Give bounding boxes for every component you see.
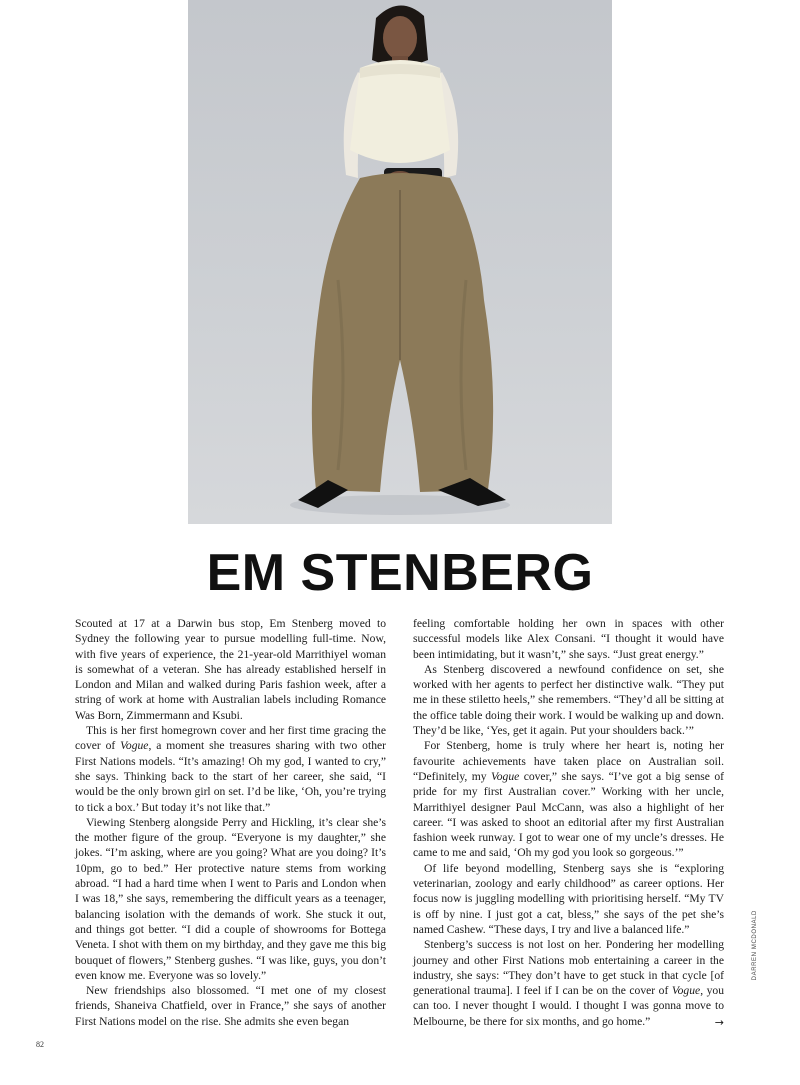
paragraph: Scouted at 17 at a Darwin bus stop, Em Stenberg moved to Sydney the following year to pursue modelling full-time. Now, with five years of experience, the 21-year-old Marrithiyel woman is somewhat of a veteran. She has already established herself in London and Milan and walked during Paris fashion week, after a string of work at home with Australian labels including Romance Was Born, Zimmermann and Ksubi. [75,617,386,722]
paragraph: Stenberg’s success is not lost on her. Pondering her modelling journey and other First Nations mob entertaining a career in the industry, she says: “They don’t have to get stuck in that cycle [of generational trauma]. I feel if I can be on the cover of Vogue, you can too. I never thought I would. I thought I was gonna move to Melbourne, be there for six months, and go home.” [413,938,724,1028]
paragraph: For Stenberg, home is truly where her heart is, noting her favourite achievements have taken place on Australian soil. “Definitely, my Vogue cover,” she says. “I’ve got a big sense of pride for my first Australian cover.” Working with her uncle, Marrithiyel designer Paul McCann, was also a highlight of her career. “I was asked to shoot an editorial after my first Australian fashion week runway. I got to wear one of my uncle’s dresses. He came to me and said, ‘Oh my god you look so gorgeous.’” [413,739,724,860]
photo-credit: DARREN MCDONALD [752,910,758,981]
article-column-right [413,616,724,1030]
model-figure [188,0,612,524]
paragraph: Viewing Stenberg alongside Perry and Hickling, it’s clear she’s the mother figure of the group. “Everyone is my daughter,” she jokes. “I’m asking, where are you going? What are you doing? It’s 10pm, go to bed.” Her protective nature stems from working abroad. “I had a hard time when I went to Paris and London when I was 18,” she says, remembering the difficult years as a teenager, balancing isolation with the demands of work. She stuck it out, and things got better. “I did a couple of showrooms for Bottega Veneta. I shot with them on my birthday, and they gave me this big bouquet of flowers,” Stenberg gushes. “I was like, guys, you don’t even know me. Everyone was so lovely.” [75,815,386,982]
paragraph: This is her first homegrown cover and her first time gracing the cover of Vogue, a moment she treasures sharing with two other First Nations models. “It’s amazing! Oh my god, I wanted to cry,” she says. Thinking back to the start of her career, she said, “I would be the only brown girl on set. I’d be like, ‘Oh, you’re trying to tick a box.’ But today it’s not like that.” [75,724,386,814]
continue-arrow-icon: → [714,1016,724,1030]
article-column-left [75,616,386,1029]
paragraph: As Stenberg discovered a newfound confidence on set, she worked with her agents to perfect her distinctive walk. “They put me in these stiletto heels,” she remembers. “They’d all be sitting at the office table doing their work. I would be walking up and down. They’d be like, ‘Yes, get it again. Put your shoulders back.’” [413,662,724,738]
article-headline: EM STENBERG [206,544,594,602]
page-number: 82 [36,1040,44,1049]
paragraph: feeling comfortable holding her own in spaces with other successful models like Alex Consani. “I thought it would have been intimidating, but it wasn’t,” she says. “Just great energy.” [413,617,724,661]
paragraph: New friendships also blossomed. “I met one of my closest friends, Shaneiva Chatfield, over in France,” she says of another First Nations model on the rise. She admits she even began [75,984,386,1028]
paragraph: Of life beyond modelling, Stenberg says she is “exploring veterinarian, zoology and early childhood” as career options. Her focus now is juggling modelling with prioritising herself. “My TV is off by nine. I just got a cat, bless,” she says of the pet she’s named Cashew. “These days, I try and live a balanced life.” [413,861,724,936]
cover-photo [188,0,612,524]
